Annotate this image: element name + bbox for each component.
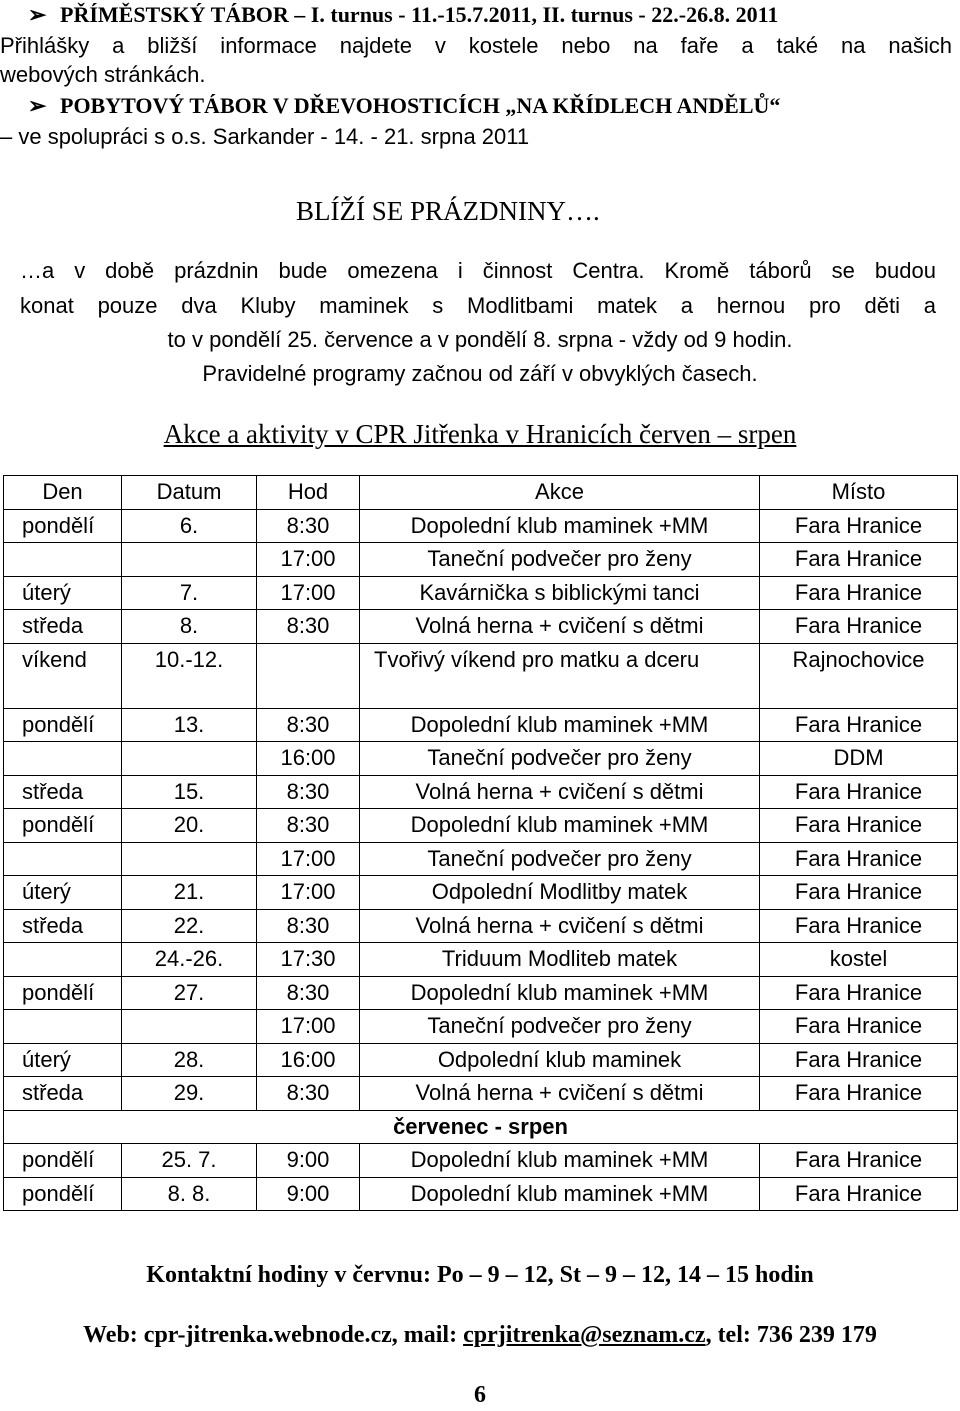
cell-event: Taneční podvečer pro ženy xyxy=(360,543,760,577)
intro-line-1: …a v době prázdnin bude omezena i činnost Centra. Kromě táborů se budou xyxy=(20,258,936,283)
table-row xyxy=(4,876,958,910)
events-table xyxy=(3,475,958,1211)
cell-event: Volná herna + cvičení s dětmi xyxy=(360,775,760,809)
cell-date: 8. xyxy=(122,610,257,644)
intro-line-4: Pravidelné programy začnou od září v obvyklých časech. xyxy=(202,361,758,386)
cell-date: 22. xyxy=(122,909,257,943)
page-number: 6 xyxy=(474,1382,486,1408)
table-row xyxy=(4,509,958,543)
table-row xyxy=(4,909,958,943)
cell-event: Volná herna + cvičení s dětmi xyxy=(360,610,760,644)
cell-hour: 17:00 xyxy=(257,1010,360,1044)
cell-place: Fara Hranice xyxy=(760,1144,958,1178)
cell-date xyxy=(122,1010,257,1044)
table-row xyxy=(4,1144,958,1178)
cell-day xyxy=(4,543,122,577)
cell-event: Dopolední klub maminek +MM xyxy=(360,1144,760,1178)
cell-day: středa xyxy=(4,909,122,943)
cell-hour: 17:00 xyxy=(257,876,360,910)
camp1-line3: webových stránkách. xyxy=(0,62,206,87)
table-row xyxy=(4,643,958,708)
cell-day: úterý xyxy=(4,876,122,910)
cell-hour: 8:30 xyxy=(257,509,360,543)
cell-date xyxy=(122,543,257,577)
table-row xyxy=(4,809,958,843)
cell-date: 29. xyxy=(122,1077,257,1111)
camp2-line2: – ve spolupráci s o.s. Sarkander - 14. - 21. srpna 2011 xyxy=(0,124,530,149)
cell-hour: 9:00 xyxy=(257,1144,360,1178)
table-row xyxy=(4,742,958,776)
header-event: Akce xyxy=(360,476,760,510)
table-row xyxy=(4,1043,958,1077)
table-row xyxy=(4,1177,958,1211)
header-date: Datum xyxy=(122,476,257,510)
table-title: Akce a aktivity v CPR Jitřenka v Hranicích červen – srpen xyxy=(163,419,797,449)
cell-place: Fara Hranice xyxy=(760,576,958,610)
email-link[interactable]: cprjitrenka@seznam.cz xyxy=(463,1322,706,1348)
cell-date xyxy=(122,742,257,776)
web-contact xyxy=(0,1322,960,1349)
cell-hour: 16:00 xyxy=(257,742,360,776)
cell-date xyxy=(122,842,257,876)
cell-hour: 8:30 xyxy=(257,1077,360,1111)
cell-event: Dopolední klub maminek +MM xyxy=(360,1177,760,1211)
cell-hour: 17:30 xyxy=(257,943,360,977)
cell-place: Fara Hranice xyxy=(760,842,958,876)
table-row xyxy=(4,708,958,742)
cell-place: Fara Hranice xyxy=(760,610,958,644)
camp2-title: ➢ POBYTOVÝ TÁBOR V DŘEVOHOSTICÍCH „NA KŘÍDLECH ANDĚLŮ“ xyxy=(28,93,781,118)
section-row xyxy=(4,1110,958,1144)
cell-day: pondělí xyxy=(4,509,122,543)
cell-place: Fara Hranice xyxy=(760,543,958,577)
header-place: Místo xyxy=(760,476,958,510)
cell-event: Dopolední klub maminek +MM xyxy=(360,509,760,543)
section-label: červenec - srpen xyxy=(4,1110,958,1144)
cell-place: Fara Hranice xyxy=(760,1177,958,1211)
cell-event: Taneční podvečer pro ženy xyxy=(360,1010,760,1044)
intro-line-3: to v pondělí 25. července a v pondělí 8. srpna - vždy od 9 hodin. xyxy=(167,327,793,352)
cell-hour: 16:00 xyxy=(257,1043,360,1077)
table-row xyxy=(4,576,958,610)
cell-place: Fara Hranice xyxy=(760,876,958,910)
cell-day xyxy=(4,1010,122,1044)
cell-place: Fara Hranice xyxy=(760,976,958,1010)
cell-day: úterý xyxy=(4,576,122,610)
cell-event: Odpolední Modlitby matek xyxy=(360,876,760,910)
table-row xyxy=(4,976,958,1010)
cell-place: Fara Hranice xyxy=(760,1010,958,1044)
cell-day: víkend xyxy=(4,643,122,708)
cell-event: Taneční podvečer pro ženy xyxy=(360,842,760,876)
cell-day: pondělí xyxy=(4,708,122,742)
cell-hour: 17:00 xyxy=(257,842,360,876)
table-row xyxy=(4,775,958,809)
cell-day: středa xyxy=(4,1077,122,1111)
cell-hour: 8:30 xyxy=(257,976,360,1010)
table-row xyxy=(4,842,958,876)
cell-day: pondělí xyxy=(4,1144,122,1178)
header-hour: Hod xyxy=(257,476,360,510)
cell-place: DDM xyxy=(760,742,958,776)
cell-date: 7. xyxy=(122,576,257,610)
intro-line-2: konat pouze dva Kluby maminek s Modlitbami matek a hernou pro děti a xyxy=(20,293,936,318)
cell-date: 6. xyxy=(122,509,257,543)
arrow-bullet-icon: ➢ xyxy=(28,2,47,27)
cell-event: Tvořivý víkend pro matku a dceru xyxy=(360,643,760,708)
cell-day xyxy=(4,842,122,876)
cell-date: 13. xyxy=(122,708,257,742)
arrow-bullet-icon: ➢ xyxy=(28,93,47,118)
table-row xyxy=(4,543,958,577)
web-prefix: Web: cpr-jitrenka.webnode.cz, mail: xyxy=(83,1322,464,1348)
cell-hour: 8:30 xyxy=(257,909,360,943)
cell-date: 15. xyxy=(122,775,257,809)
cell-place: Fara Hranice xyxy=(760,1043,958,1077)
cell-day: středa xyxy=(4,610,122,644)
cell-hour: 8:30 xyxy=(257,610,360,644)
cell-event: Dopolední klub maminek +MM xyxy=(360,708,760,742)
contact-hours: Kontaktní hodiny v červnu: Po – 9 – 12, St – 9 – 12, 14 – 15 hodin xyxy=(146,1262,814,1288)
cell-place: Fara Hranice xyxy=(760,509,958,543)
cell-date: 21. xyxy=(122,876,257,910)
cell-hour: 8:30 xyxy=(257,708,360,742)
cell-place: Fara Hranice xyxy=(760,809,958,843)
cell-date: 28. xyxy=(122,1043,257,1077)
cell-day: pondělí xyxy=(4,809,122,843)
cell-hour: 17:00 xyxy=(257,543,360,577)
cell-date: 20. xyxy=(122,809,257,843)
cell-place: kostel xyxy=(760,943,958,977)
cell-event: Dopolední klub maminek +MM xyxy=(360,809,760,843)
table-row xyxy=(4,1077,958,1111)
camp1-title: ➢ PŘÍMĚSTSKÝ TÁBOR – I. turnus - 11.-15.7.2011, II. turnus - 22.-26.8. 2011 xyxy=(28,2,779,27)
table-row xyxy=(4,1010,958,1044)
cell-place: Rajnochovice xyxy=(760,643,958,708)
header-day: Den xyxy=(4,476,122,510)
cell-date: 25. 7. xyxy=(122,1144,257,1178)
cell-day xyxy=(4,943,122,977)
cell-place: Fara Hranice xyxy=(760,909,958,943)
cell-event: Dopolední klub maminek +MM xyxy=(360,976,760,1010)
table-row xyxy=(4,943,958,977)
cell-day: pondělí xyxy=(4,976,122,1010)
cell-day xyxy=(4,742,122,776)
cell-hour xyxy=(257,643,360,708)
cell-place: Fara Hranice xyxy=(760,1077,958,1111)
cell-hour: 8:30 xyxy=(257,809,360,843)
cell-event: Kavárnička s biblickými tanci xyxy=(360,576,760,610)
cell-day: úterý xyxy=(4,1043,122,1077)
cell-event: Volná herna + cvičení s dětmi xyxy=(360,909,760,943)
cell-hour: 8:30 xyxy=(257,775,360,809)
cell-date: 24.-26. xyxy=(122,943,257,977)
cell-day: středa xyxy=(4,775,122,809)
cell-event: Odpolední klub maminek xyxy=(360,1043,760,1077)
web-suffix: , tel: 736 239 179 xyxy=(705,1322,877,1348)
cell-event: Triduum Modliteb matek xyxy=(360,943,760,977)
cell-date: 27. xyxy=(122,976,257,1010)
cell-place: Fara Hranice xyxy=(760,708,958,742)
camp1-line2: Přihlášky a bližší informace najdete v kostele nebo na faře a také na našich xyxy=(0,33,952,58)
cell-event: Taneční podvečer pro ženy xyxy=(360,742,760,776)
cell-event: Volná herna + cvičení s dětmi xyxy=(360,1077,760,1111)
cell-date: 10.-12. xyxy=(122,643,257,708)
cell-hour: 17:00 xyxy=(257,576,360,610)
cell-place: Fara Hranice xyxy=(760,775,958,809)
cell-hour: 9:00 xyxy=(257,1177,360,1211)
cell-date: 8. 8. xyxy=(122,1177,257,1211)
heading-holidays: BLÍŽÍ SE PRÁZDNINY…. xyxy=(296,196,600,226)
table-header-row xyxy=(4,476,958,510)
table-row xyxy=(4,610,958,644)
cell-day: pondělí xyxy=(4,1177,122,1211)
